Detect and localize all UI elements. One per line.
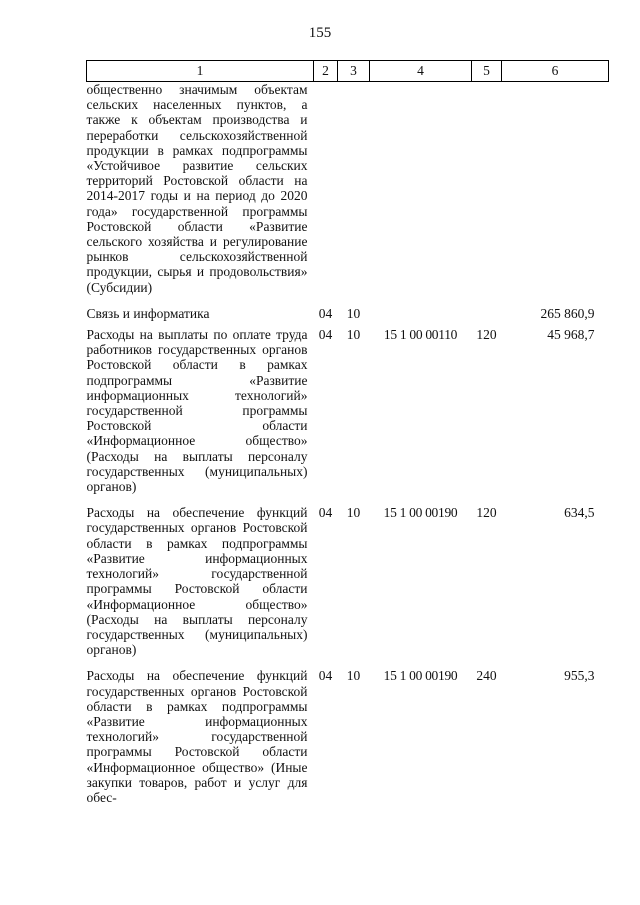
row-target-code: 15 1 00 00110 [383, 327, 458, 343]
row-section: 04 [318, 668, 333, 684]
column-header: 5 [472, 61, 502, 82]
row-amount [502, 82, 609, 295]
column-header: 4 [370, 61, 472, 82]
row-expense-type [472, 82, 502, 295]
row-subsection [338, 82, 370, 295]
table-header-row [87, 61, 609, 82]
page-number: 155 [308, 25, 332, 41]
table-row [87, 657, 609, 805]
row-description: Связь и информатика [86, 305, 210, 321]
row-amount: 45 968,7 [547, 327, 595, 343]
column-header: 2 [314, 61, 338, 82]
column-header: 6 [502, 61, 609, 82]
row-target-code [370, 82, 472, 295]
row-section: 04 [318, 305, 333, 321]
row-section [314, 82, 338, 295]
row-section: 04 [318, 505, 333, 521]
row-amount: 265 860,9 [540, 305, 595, 321]
row-expense-type: 120 [476, 505, 497, 521]
row-description: Расходы на обеспечение функций государственных органов Ростовской области в рамках подпрограммы «Развитие информационных технологий» государственной программы Ростовской области «Информационное общество» (Расходы на выплаты персоналу государственных (муниципальных) органов) [86, 505, 308, 658]
row-description: общественно значимым объектам сельских населенных пунктов, а также к объектам производства и переработки сельскохозяйственной продукции в рамках подпрограммы «Устойчивое развитие сельских территорий Ростовской области на 2014-2017 годы и на период до 2020 года» государственной программы Ростовской области «Развитие сельского хозяйства и регулирование рынков сельскохозяйственной продукции, сырья и продовольствия» (Субсидии) [86, 82, 308, 295]
row-target-code: 15 1 00 00190 [383, 668, 458, 684]
row-description: Расходы на обеспечение функций государственных органов Ростовской области в рамках подпрограммы «Развитие информационных технологий» государственной программы Ростовской области «Информационное общество» (Иные закупки товаров, работ и услуг для обес- [86, 668, 308, 805]
row-description: Расходы на выплаты по оплате труда работников государственных органов Ростовской области в рамках подпрограммы «Развитие информационных технологий» государственной программы Ростовской области «Информационное общество» (Расходы на выплаты персоналу государственных (муниципальных) органов) [86, 327, 308, 495]
row-target-code: 15 1 00 00190 [383, 505, 458, 521]
table-row [87, 494, 609, 657]
row-subsection: 10 [346, 305, 361, 321]
table-row [87, 295, 609, 321]
table-row [87, 321, 609, 494]
row-subsection: 10 [346, 668, 361, 684]
column-header: 3 [338, 61, 370, 82]
row-section: 04 [318, 327, 333, 343]
column-header: 1 [87, 61, 314, 82]
table-row [87, 82, 609, 295]
row-subsection: 10 [346, 505, 361, 521]
row-expense-type [472, 295, 502, 321]
row-expense-type: 240 [476, 668, 497, 684]
row-target-code [370, 295, 472, 321]
row-subsection: 10 [346, 327, 361, 343]
row-amount: 634,5 [564, 505, 595, 521]
budget-table [86, 60, 609, 805]
row-expense-type: 120 [476, 327, 497, 343]
row-amount: 955,3 [564, 668, 595, 684]
